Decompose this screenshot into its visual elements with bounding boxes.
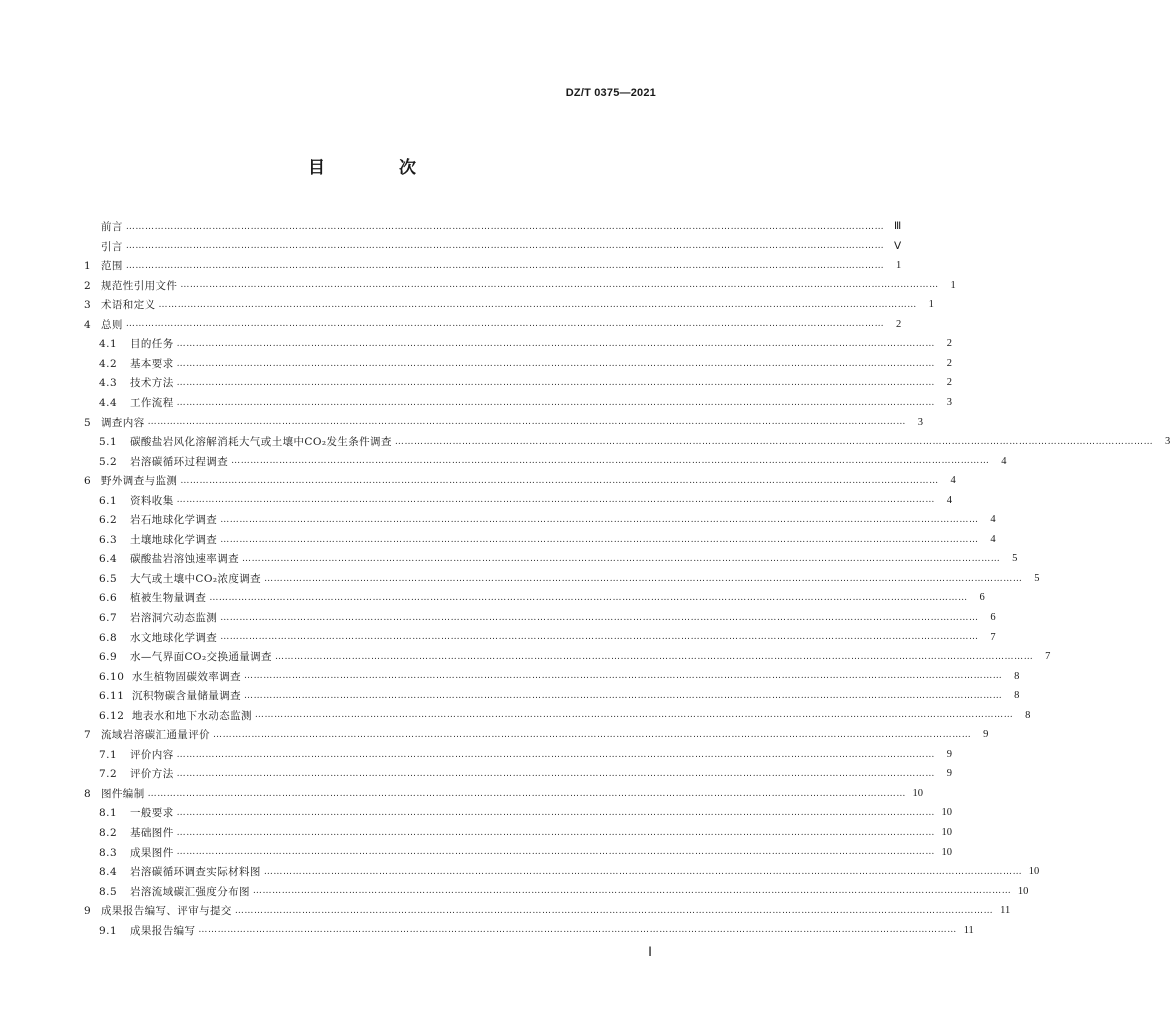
toc-entry-title: 范围 xyxy=(101,260,123,273)
toc-entry-number: 6.1 xyxy=(99,494,118,507)
toc-entry-number: 4.2 xyxy=(99,357,118,370)
toc-entry-title: 技术方法 xyxy=(130,377,174,390)
toc-entry-title: 碳酸盐岩风化溶解消耗大气或土壤中CO₂发生条件调查 xyxy=(130,436,392,449)
toc-entry-page: 4 xyxy=(950,475,956,487)
toc-entry-number: 8.2 xyxy=(99,827,118,839)
toc-entry-page: 5 xyxy=(1034,572,1040,584)
toc-entry-number: 8.5 xyxy=(99,885,118,898)
toc-entry-page: 10 xyxy=(1028,866,1040,878)
toc-entry-page: Ⅴ xyxy=(894,240,902,252)
toc-entry[interactable] xyxy=(84,682,1020,703)
toc-entry[interactable] xyxy=(84,545,1018,566)
toc-dot-leader: ………………………………………………………………………………………………………………………………………………………………………………………………………………… xyxy=(220,612,979,623)
toc-entry[interactable] xyxy=(84,604,996,624)
toc-entry-page: 6 xyxy=(979,592,985,604)
toc-entry[interactable] xyxy=(84,213,902,234)
toc-entry[interactable] xyxy=(84,389,953,409)
toc-entry[interactable] xyxy=(84,878,1029,898)
toc-entry[interactable] xyxy=(84,819,953,839)
toc-entry-title: 水—气界面CO₂交换通量调查 xyxy=(130,651,272,664)
toc-entry-page: 2 xyxy=(946,338,953,350)
toc-entry-number: 8.3 xyxy=(99,846,118,859)
toc-entry-title: 术语和定义 xyxy=(101,299,156,312)
toc-entry-number: 6.6 xyxy=(99,592,118,605)
toc-entry-title: 流域岩溶碳汇通量评价 xyxy=(101,729,210,742)
toc-entry-page: 1 xyxy=(895,260,902,272)
toc-entry-number: 6.5 xyxy=(99,572,118,585)
toc-entry-title: 野外调查与监测 xyxy=(101,475,178,488)
toc-dot-leader: ………………………………………………………………………………………………………………………………………………………………………………………………………………… xyxy=(231,456,990,467)
toc-dot-leader: ………………………………………………………………………………………………………………………………………………………………………………………………………………… xyxy=(234,905,994,916)
toc-entry[interactable] xyxy=(84,917,974,937)
toc-dot-leader: ………………………………………………………………………………………………………………………………………………………………………………………………………………… xyxy=(176,397,936,408)
toc-dot-leader: ………………………………………………………………………………………………………………………………………………………………………………………………………………… xyxy=(213,729,972,740)
toc-entry-title: 岩溶碳循环调查实际材料图 xyxy=(130,866,261,879)
toc-entry-title: 沉积物碳含量储量调查 xyxy=(132,690,241,703)
toc-entry-title: 工作流程 xyxy=(130,396,174,409)
toc-entry-title: 水文地球化学调查 xyxy=(130,631,218,644)
toc-dot-leader: ………………………………………………………………………………………………………………………………………………………………………………………………………………… xyxy=(274,651,1034,662)
toc-entry[interactable] xyxy=(84,702,1031,722)
toc-entry-page: 7 xyxy=(1045,651,1051,663)
toc-entry[interactable] xyxy=(84,428,1170,449)
toc-dot-leader: ………………………………………………………………………………………………………………………………………………………………………………………………………………… xyxy=(209,593,968,604)
toc-entry[interactable] xyxy=(84,565,1040,585)
toc-entry-page: 8 xyxy=(1025,709,1031,721)
toc-entry[interactable] xyxy=(84,721,989,742)
toc-dot-leader: ………………………………………………………………………………………………………………………………………………………………………………………………………………… xyxy=(176,769,936,780)
toc-entry-number: 1 xyxy=(84,260,91,273)
toc-entry-page: 2 xyxy=(946,357,953,369)
toc-entry-title: 基础图件 xyxy=(130,827,174,839)
toc-entry-page: 7 xyxy=(990,631,996,643)
toc-entry-page: 6 xyxy=(990,611,996,623)
toc-entry-page: 4 xyxy=(990,514,996,526)
toc-entry[interactable] xyxy=(84,897,1011,918)
toc-dot-leader: ………………………………………………………………………………………………………………………………………………………………………………………………………………… xyxy=(176,827,936,838)
toc-entry-title: 成果报告编写 xyxy=(130,924,196,937)
toc-dot-leader: ………………………………………………………………………………………………………………………………………………………………………………………………………………… xyxy=(198,925,957,936)
toc-entry[interactable] xyxy=(84,506,996,527)
toc-entry-title: 目的任务 xyxy=(130,338,174,351)
toc-dot-leader: ………………………………………………………………………………………………………………………………………………………………………………………………………………… xyxy=(176,378,936,389)
toc-entry-number: 6.2 xyxy=(99,514,118,527)
toc-dot-leader: ………………………………………………………………………………………………………………………………………………………………………………………………………………… xyxy=(220,534,979,545)
toc-entry-page: 11 xyxy=(1000,905,1011,917)
toc-entry-number: 4.4 xyxy=(99,396,118,409)
toc-entry-number: 7.2 xyxy=(99,768,118,781)
toc-entry-title: 成果报告编写、评审与提交 xyxy=(101,905,232,918)
toc-entry[interactable] xyxy=(84,623,996,644)
toc-dot-leader: ………………………………………………………………………………………………………………………………………………………………………………………………………………… xyxy=(180,475,939,486)
toc-dot-leader: ………………………………………………………………………………………………………………………………………………………………………………………………………………… xyxy=(176,495,936,506)
toc-dot-leader: ………………………………………………………………………………………………………………………………………………………………………………………………………………… xyxy=(176,808,936,819)
toc-entry-title: 总则 xyxy=(101,318,123,331)
toc-entry-title: 规范性引用文件 xyxy=(101,279,178,292)
page-title: 目 次 xyxy=(308,158,450,178)
toc-entry-number: 5 xyxy=(84,416,91,429)
toc-dot-leader: ………………………………………………………………………………………………………………………………………………………………………………………………………………… xyxy=(125,260,885,271)
toc-entry-page: 5 xyxy=(1012,553,1018,565)
toc-entry-page: 4 xyxy=(946,494,953,506)
toc-entry-page: 10 xyxy=(941,846,953,858)
toc-entry-number: 4.1 xyxy=(99,338,118,351)
toc-entry[interactable] xyxy=(84,487,953,507)
toc-entry[interactable] xyxy=(84,467,956,488)
toc-entry-page: 4 xyxy=(990,533,996,545)
toc-entry-number: 5.2 xyxy=(99,455,118,468)
toc-entry-title: 一般要求 xyxy=(130,807,174,820)
toc-entry-number: 6.9 xyxy=(99,651,118,664)
toc-entry-number: 6.12 xyxy=(99,709,125,722)
toc-dot-leader: ………………………………………………………………………………………………………………………………………………………………………………………………………………… xyxy=(158,299,917,310)
toc-entry-title: 植被生物量调查 xyxy=(130,592,207,605)
toc-entry-number: 4 xyxy=(84,318,91,331)
toc-entry-page: 1 xyxy=(950,279,956,291)
toc-entry-title: 岩石地球化学调查 xyxy=(130,514,218,527)
toc-entry-number: 6.10 xyxy=(99,670,125,683)
toc-dot-leader: ………………………………………………………………………………………………………………………………………………………………………………………………………………… xyxy=(176,749,936,760)
toc-entry-page: 3 xyxy=(1165,436,1170,448)
toc-entry-title: 成果图件 xyxy=(130,846,174,859)
toc-entry-number: 9 xyxy=(84,905,91,918)
toc-entry-page: 8 xyxy=(1014,670,1020,682)
toc-entry[interactable] xyxy=(84,291,934,312)
toc-dot-leader: ………………………………………………………………………………………………………………………………………………………………………………………………………………… xyxy=(220,514,979,525)
toc-entry[interactable] xyxy=(84,233,902,253)
toc-entry-number: 7 xyxy=(84,729,91,742)
toc-entry-title: 前言 xyxy=(101,221,123,234)
toc-dot-leader: ………………………………………………………………………………………………………………………………………………………………………………………………………………… xyxy=(252,886,1012,897)
toc-dot-leader: ………………………………………………………………………………………………………………………………………………………………………………………………………………… xyxy=(244,690,1003,701)
toc-dot-leader: ………………………………………………………………………………………………………………………………………………………………………………………………………………… xyxy=(176,358,936,369)
toc-entry-number: 6.4 xyxy=(99,553,118,566)
table-of-contents xyxy=(84,213,1170,937)
toc-entry[interactable] xyxy=(84,760,953,781)
toc-entry-number: 9.1 xyxy=(99,924,118,937)
toc-entry[interactable] xyxy=(84,584,985,605)
toc-entry-page: 10 xyxy=(1017,885,1029,897)
toc-entry[interactable] xyxy=(84,780,924,800)
toc-entry[interactable] xyxy=(84,643,1051,664)
toc-entry-title: 土壤地球化学调查 xyxy=(130,533,218,546)
toc-entry-title: 基本要求 xyxy=(130,357,174,370)
toc-entry-number: 6.8 xyxy=(99,631,118,644)
toc-entry-title: 大气或土壤中CO₂浓度调查 xyxy=(130,572,262,585)
toc-entry-number: 6.3 xyxy=(99,533,118,546)
toc-entry-number: 8 xyxy=(84,787,91,800)
toc-dot-leader: ………………………………………………………………………………………………………………………………………………………………………………………………………………… xyxy=(394,436,1154,447)
toc-dot-leader: ………………………………………………………………………………………………………………………………………………………………………………………………………………… xyxy=(125,319,885,330)
toc-entry-page: 2 xyxy=(895,318,902,330)
toc-dot-leader: ………………………………………………………………………………………………………………………………………………………………………………………………………………… xyxy=(180,280,939,291)
toc-entry-number: 3 xyxy=(84,299,91,312)
toc-entry-number: 7.1 xyxy=(99,748,118,761)
toc-entry[interactable] xyxy=(84,330,953,351)
toc-dot-leader: ………………………………………………………………………………………………………………………………………………………………………………………………………………… xyxy=(263,866,1023,877)
page-number: Ⅰ xyxy=(648,944,652,959)
toc-entry-page: 11 xyxy=(963,924,974,936)
toc-entry-page: 9 xyxy=(946,748,953,760)
toc-entry-page: 1 xyxy=(928,299,934,311)
toc-entry-number: 4.3 xyxy=(99,377,118,390)
toc-entry[interactable] xyxy=(84,272,956,292)
toc-entry-title: 碳酸盐岩溶蚀速率调查 xyxy=(130,553,239,566)
toc-dot-leader: ………………………………………………………………………………………………………………………………………………………………………………………………………………… xyxy=(147,417,907,428)
toc-dot-leader: ………………………………………………………………………………………………………………………………………………………………………………………………………………… xyxy=(242,554,1001,565)
toc-entry[interactable] xyxy=(84,526,996,546)
toc-entry-title: 水生植物固碳效率调查 xyxy=(132,670,241,683)
toc-entry[interactable] xyxy=(84,311,902,331)
toc-entry-page: 8 xyxy=(1014,690,1020,702)
toc-entry-page: 2 xyxy=(946,377,953,389)
toc-entry-page: 3 xyxy=(946,396,953,408)
toc-entry-title: 图件编制 xyxy=(101,787,145,800)
toc-entry-title: 岩溶洞穴动态监测 xyxy=(130,611,218,624)
toc-entry-page: 10 xyxy=(912,787,924,799)
toc-dot-leader: ………………………………………………………………………………………………………………………………………………………………………………………………………………… xyxy=(176,847,936,858)
toc-entry[interactable] xyxy=(84,252,902,273)
toc-entry-page: 9 xyxy=(983,729,989,741)
toc-entry-number: 8.4 xyxy=(99,866,118,879)
toc-entry-number: 5.1 xyxy=(99,436,118,449)
toc-dot-leader: ………………………………………………………………………………………………………………………………………………………………………………………………………………… xyxy=(244,671,1003,682)
toc-entry[interactable] xyxy=(84,741,953,761)
toc-entry[interactable] xyxy=(84,369,953,390)
toc-entry[interactable] xyxy=(84,448,1007,468)
toc-entry-page: 10 xyxy=(941,827,953,838)
toc-entry-title: 地表水和地下水动态监测 xyxy=(132,709,252,722)
toc-dot-leader: ………………………………………………………………………………………………………………………………………………………………………………………………………………… xyxy=(147,788,907,799)
toc-entry[interactable] xyxy=(84,799,953,820)
toc-dot-leader: ………………………………………………………………………………………………………………………………………………………………………………………………………………… xyxy=(125,241,885,252)
toc-entry-title: 岩溶碳循环过程调查 xyxy=(130,455,229,468)
toc-entry-title: 评价内容 xyxy=(130,748,174,761)
standard-code: DZ/T 0375—2021 xyxy=(565,87,656,99)
toc-entry-page: 3 xyxy=(917,416,924,428)
toc-dot-leader: ………………………………………………………………………………………………………………………………………………………………………………………………………………… xyxy=(254,710,1014,721)
toc-entry-title: 调查内容 xyxy=(101,416,145,429)
toc-entry[interactable] xyxy=(84,858,1040,879)
toc-dot-leader: ………………………………………………………………………………………………………………………………………………………………………………………………………………… xyxy=(220,632,979,643)
toc-entry-number: 6.11 xyxy=(99,690,125,703)
toc-entry-title: 岩溶流域碳汇强度分布图 xyxy=(130,885,250,898)
toc-entry-title: 引言 xyxy=(101,240,123,253)
toc-entry-title: 资料收集 xyxy=(130,494,174,507)
toc-entry-number: 6 xyxy=(84,475,91,488)
toc-entry[interactable] xyxy=(84,839,953,859)
toc-dot-leader: ………………………………………………………………………………………………………………………………………………………………………………………………………………… xyxy=(125,221,885,232)
toc-entry-title: 评价方法 xyxy=(130,768,174,781)
toc-entry-page: 9 xyxy=(946,768,953,780)
toc-dot-leader: ………………………………………………………………………………………………………………………………………………………………………………………………………………… xyxy=(264,573,1023,584)
toc-entry-number: 8.1 xyxy=(99,807,118,820)
toc-dot-leader: ………………………………………………………………………………………………………………………………………………………………………………………………………………… xyxy=(176,339,936,350)
toc-entry-number: 2 xyxy=(84,279,91,292)
toc-entry[interactable] xyxy=(84,350,953,370)
toc-entry[interactable] xyxy=(84,408,924,429)
toc-entry[interactable] xyxy=(84,663,1020,683)
toc-entry-page: Ⅲ xyxy=(893,221,902,233)
toc-entry-number: 6.7 xyxy=(99,611,118,624)
toc-entry-page: 10 xyxy=(941,807,953,819)
toc-entry-page: 4 xyxy=(1001,455,1007,467)
